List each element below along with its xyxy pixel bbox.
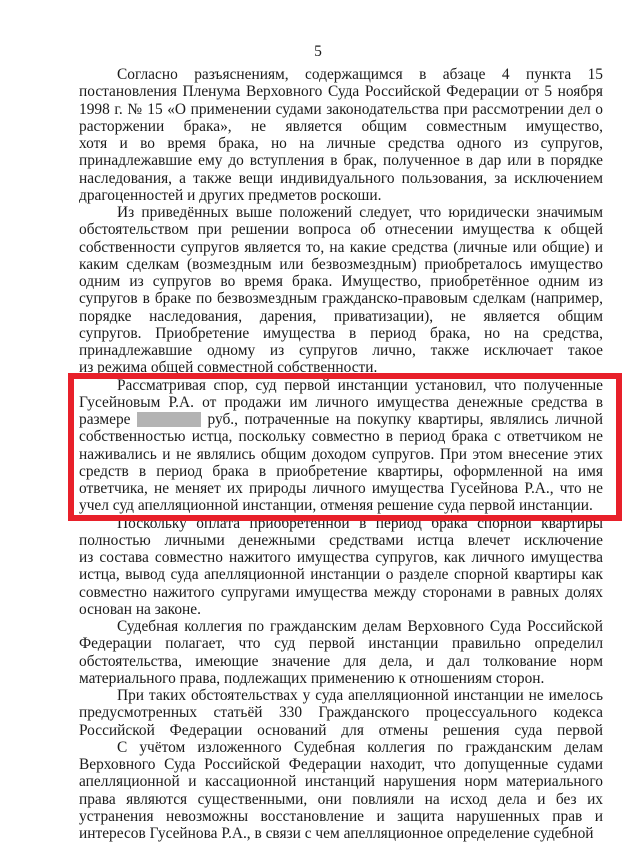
text-line: одним из супругов во время брака. Имущество, приобретённое одним из bbox=[79, 273, 603, 290]
text-line: Гусейновым Р.А. от продажи им личного имущества денежные средства в bbox=[79, 393, 603, 411]
text-line: устранения невозможны восстановление и защита нарушенных прав и bbox=[79, 807, 603, 825]
text-line: собственностью истца, поскольку совместно в период брака с ответчиком не bbox=[79, 428, 603, 446]
text-line: наследования, а также вещи индивидуального пользования, за исключением bbox=[79, 169, 603, 187]
paragraph bbox=[79, 739, 603, 843]
text-line: Рассматривая спор, суд первой инстанции установил, что полученные bbox=[117, 376, 603, 394]
page-number: 5 bbox=[314, 43, 322, 60]
text-line: обстоятельством при решении вопроса об отнесении имущества к общей bbox=[79, 221, 603, 239]
text-line: Согласно разъяснениям, содержащимся в абзаце 4 пункта 15 bbox=[117, 66, 603, 83]
text-line: интересов Гусейнова Р.А., в связи с чем апелляционное определение судебной bbox=[79, 825, 594, 842]
text-line: средств в период брака в приобретение квартиры, оформленной на имя bbox=[79, 462, 603, 480]
paragraph bbox=[79, 66, 603, 204]
paragraph bbox=[79, 618, 603, 687]
text-line: собственности супругов является то, на какие средства (личные или общие) и bbox=[79, 238, 603, 256]
text-line: из состава совместно нажитого имущества супругов, как личного имущества bbox=[79, 549, 603, 566]
underlined-phrase: не являлись общим доходом супругов. bbox=[176, 446, 434, 463]
text-line: истца, вывод суда апелляционной инстанции о разделе спорной квартиры как bbox=[79, 566, 603, 584]
text-line: Из приведённых выше положений следует, что юридически значимым bbox=[117, 204, 603, 221]
text-line: принадлежавшие одному из супругов лично, также исключает такое bbox=[79, 342, 603, 359]
text-line: Российской Федерации оснований для отмены решения суда первой bbox=[79, 721, 603, 739]
text-line: С учётом изложенного Судебная коллегия по гражданским делам bbox=[117, 738, 603, 756]
text-line: хотя и во время брака, но на личные средства одного из супругов, bbox=[79, 135, 603, 152]
text-segment: размере bbox=[79, 411, 131, 428]
text-line: Федерации полагает, что суд первой инстанции правильно определил bbox=[79, 635, 603, 653]
text-line: супругов. Приобретение имущества в период брака, но на средства, bbox=[79, 324, 603, 342]
text-line: принадлежавшие ему до вступления в брак, полученное в дар или в порядке bbox=[79, 152, 603, 170]
text-line: апелляционной и кассационной инстанций нарушения норм материального bbox=[79, 773, 603, 791]
text-segment: наживались и bbox=[79, 445, 171, 463]
text-line: При таких обстоятельствах у суда апелляционной инстанции не имелось bbox=[117, 687, 603, 704]
text-line: драгоценностей и других предметов роскоши. bbox=[79, 186, 382, 204]
text-line bbox=[79, 446, 603, 463]
text-segment: При этом внесение этих bbox=[439, 445, 603, 463]
text-line: постановления Пленума Верховного Суда Российской Федерации от 5 ноября bbox=[79, 83, 603, 101]
text-line: Судебная коллегия по гражданским делам Верховного Суда Российской bbox=[117, 618, 603, 635]
text-line: полностью личными денежными средствами истца влечет исключение bbox=[79, 531, 603, 549]
text-line: Поскольку оплата приобретённой в период брака спорной квартиры bbox=[117, 514, 603, 532]
text-line: порядке наследования, дарения, приватизации), не является общим bbox=[79, 307, 603, 325]
text-line: обстоятельства, имеющие значение для дела, и дал толкование норм bbox=[79, 652, 603, 670]
redacted-amount bbox=[137, 412, 201, 427]
text-line: учел суд апелляционной инстанции, отменяя решение суда первой инстанции. bbox=[79, 497, 593, 515]
text-line: расторжении брака», не является общим совместным имущество, bbox=[79, 117, 603, 135]
text-line: права являются существенными, они повлияли на исход дела и без их bbox=[79, 790, 603, 808]
text-line: из режима общей совместной собственности. bbox=[79, 359, 378, 377]
text-line: ответчика, не меняет их природы личного имущества Гусейнова Р.А., что не bbox=[79, 480, 603, 497]
text-line: супругов в браке по безвозмездным гражданско-правовым сделкам (например, bbox=[79, 290, 603, 308]
text-line: материального права, подлежащих применению к отношениям сторон. bbox=[79, 669, 545, 687]
document-body bbox=[79, 66, 603, 842]
text-line: основан на законе. bbox=[79, 600, 201, 618]
text-line: 1998 г. № 15 «О применении судами законодательства при рассмотрении дел о bbox=[79, 100, 603, 118]
paragraph bbox=[79, 204, 603, 377]
text-line: Верховного Суда Российской Федерации находит, что допущенные судами bbox=[79, 756, 603, 773]
text-line bbox=[79, 411, 603, 428]
paragraph bbox=[79, 687, 603, 739]
text-line: каким сделкам (возмездным или безвозмездным) приобреталось имущество bbox=[79, 255, 603, 273]
text-line: совместно нажитого супругами имущества между сторонами в равных долях bbox=[79, 583, 603, 601]
highlighted-paragraph bbox=[79, 377, 603, 515]
text-segment: руб., потраченные на покупку квартиры, являлись личной bbox=[207, 411, 603, 428]
paragraph bbox=[79, 515, 603, 619]
text-line: предусмотренных статьёй 330 Гражданского процессуального кодекса bbox=[79, 704, 603, 722]
